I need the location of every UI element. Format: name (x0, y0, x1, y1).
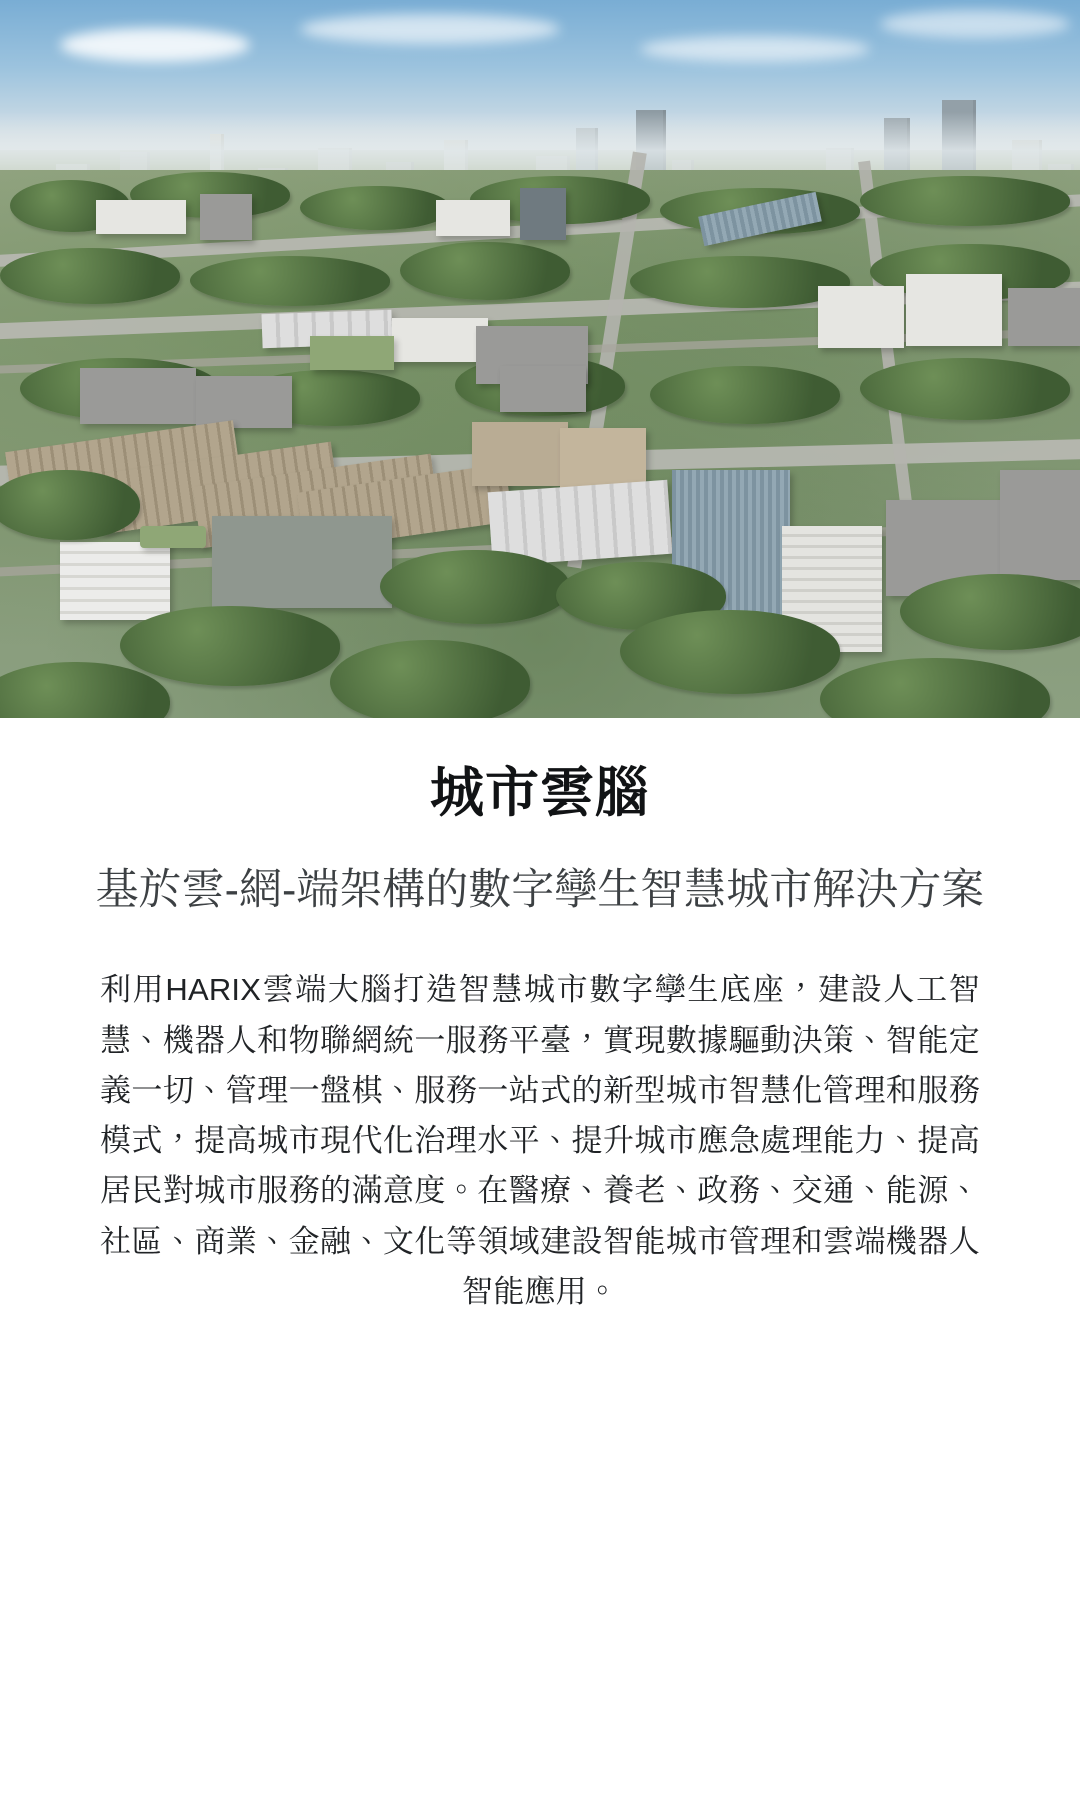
green-roof-building (310, 336, 394, 370)
building (1008, 288, 1080, 346)
tree-cluster (300, 186, 450, 230)
content-section (0, 718, 1080, 1357)
tree-cluster (900, 574, 1080, 650)
building (200, 194, 252, 240)
building (906, 274, 1002, 346)
tree-cluster (630, 256, 850, 308)
building (196, 376, 292, 428)
tree-cluster (650, 366, 840, 424)
tree-cluster (820, 658, 1050, 718)
tree-cluster (860, 358, 1070, 420)
tree-cluster (190, 256, 390, 306)
building (520, 188, 566, 240)
warehouse (560, 428, 646, 490)
tree-cluster (330, 640, 530, 718)
tree-cluster (0, 470, 140, 540)
building (1000, 470, 1080, 580)
page-title: 城市雲腦 (430, 763, 650, 823)
page-subtitle: 基於雲-網-端架構的數字孿生智慧城市解決方案 (95, 866, 985, 915)
warehouse (472, 422, 568, 486)
city-ground-plane (0, 170, 1080, 718)
tree-cluster (860, 176, 1070, 226)
campus-building (392, 318, 488, 362)
tree-cluster (0, 248, 180, 304)
tree-cluster (380, 550, 570, 624)
tree-cluster (620, 610, 840, 694)
building (436, 200, 510, 236)
building (818, 286, 904, 348)
body-paragraph: 利用HARIX雲端大腦打造智慧城市數字孿生底座，建設人工智慧、機器人和物聯網統一服務平臺，實現數據驅動決策、智能定義一切、管理一盤棋、服務一站式的新型城市智慧化管理和服務模式，提高城市現代化治理水平、提升城市應急處理能力、提高居民對城市服務的滿意度。在醫療、養老、政務、交通、能源、社區、商業、金融、文化等領域建設智能城市管理和雲端機器人智能應用。 (100, 972, 980, 1309)
building (96, 200, 186, 234)
tree-cluster (400, 242, 570, 300)
hero-image (0, 0, 1080, 718)
parking-structure (500, 366, 586, 412)
building (80, 368, 196, 424)
building (212, 516, 392, 608)
green-roof (140, 526, 206, 548)
apartment-building (60, 542, 170, 620)
tree-cluster (120, 606, 340, 686)
